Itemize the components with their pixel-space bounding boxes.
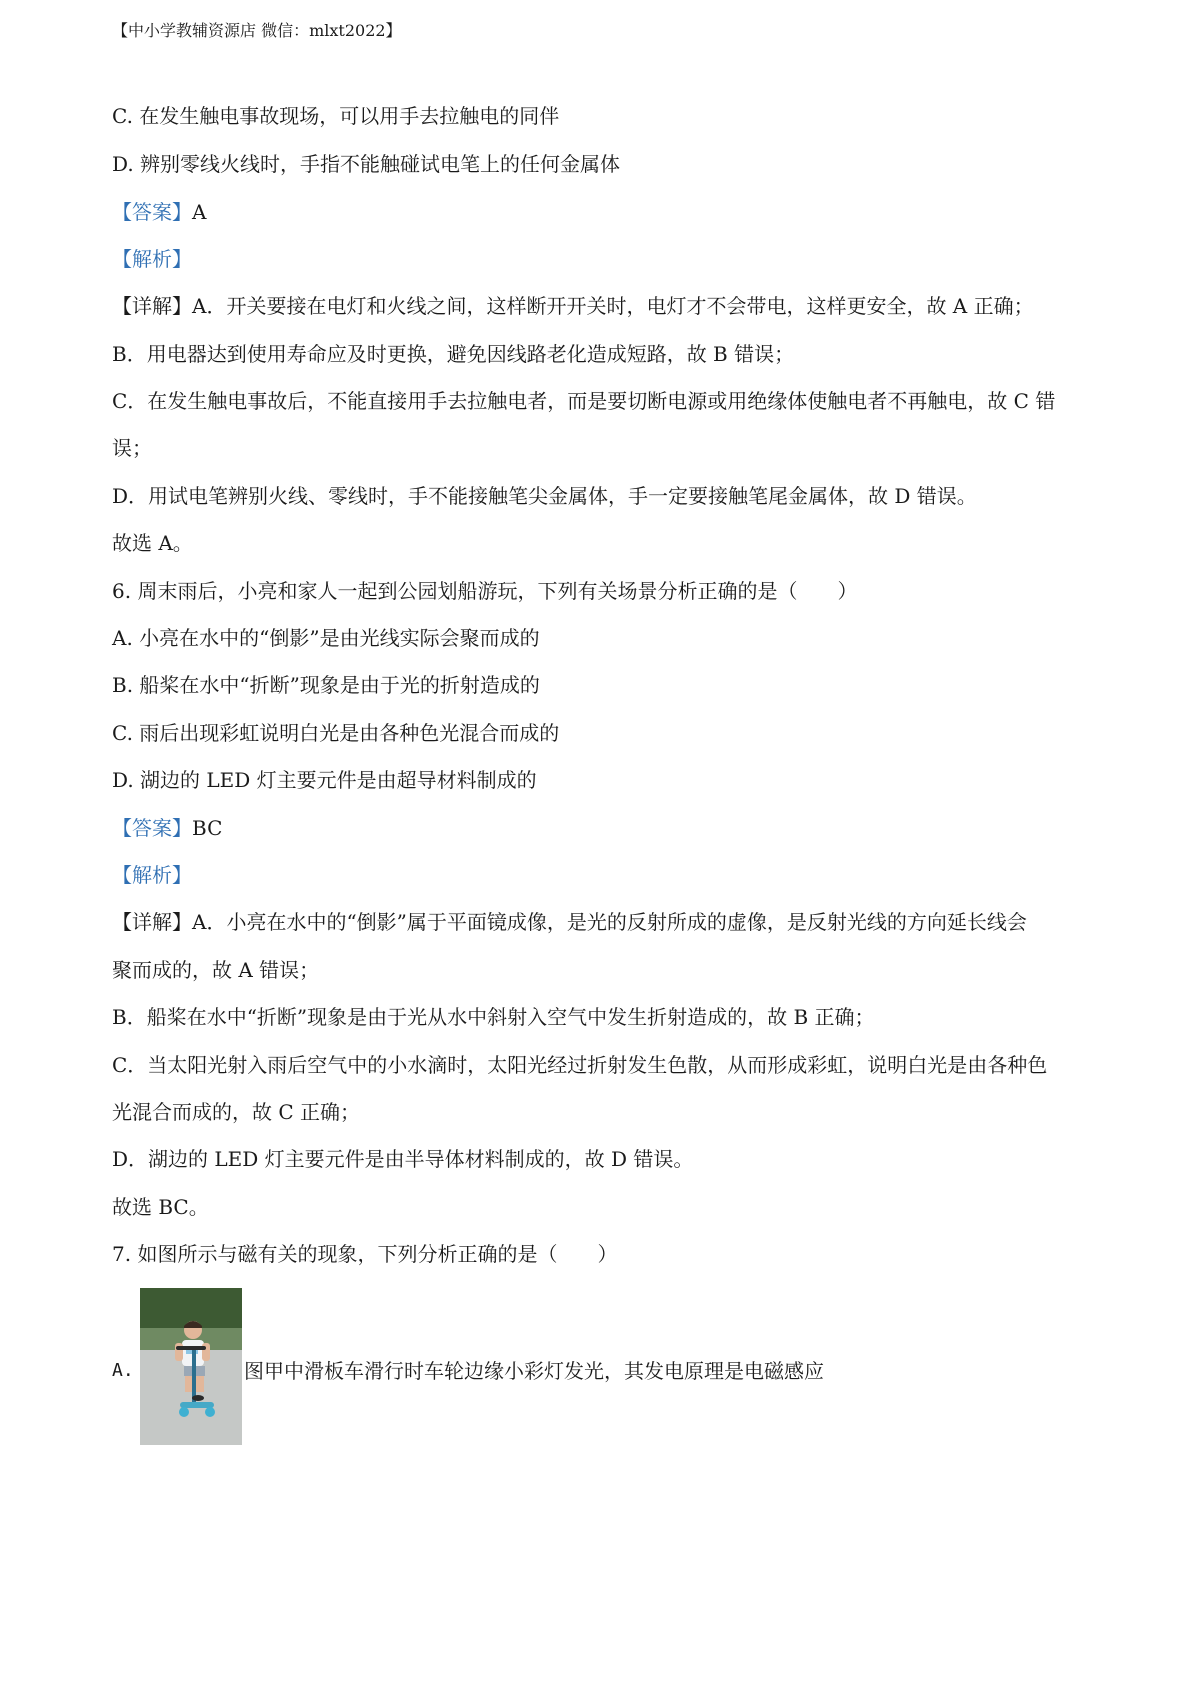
q7-stem: 7. 如图所示与磁有关的现象，下列分析正确的是（ ）	[112, 1242, 618, 1266]
q5-option-c: C. 在发生触电事故现场，可以用手去拉触电的同伴	[112, 104, 560, 128]
q6-option-d: D. 湖边的 LED 灯主要元件是由超导材料制成的	[112, 768, 537, 792]
q6-analysis-tag: 【解析】	[112, 863, 192, 887]
q5-choice: 故选 A。	[112, 531, 193, 555]
page-header: 【中小学教辅资源店 微信：mlxt2022】	[112, 21, 402, 40]
scooter-photo	[140, 1288, 242, 1445]
q6-option-c: C. 雨后出现彩虹说明白光是由各种色光混合而成的	[112, 721, 560, 745]
q6-option-a: A. 小亮在水中的“倒影”是由光线实际会聚而成的	[112, 626, 540, 650]
q5-answer	[112, 199, 206, 225]
q6-stem: 6. 周末雨后，小亮和家人一起到公园划船游玩，下列有关场景分析正确的是（ ）	[112, 579, 858, 603]
q5-analysis-tag: 【解析】	[112, 247, 192, 271]
q5-detail-b: B．用电器达到使用寿命应及时更换，避免因线路老化造成短路，故 B 错误；	[112, 342, 795, 366]
q6-option-b: B. 船桨在水中“折断”现象是由于光的折射造成的	[112, 673, 540, 697]
q6-detail-c: C．当太阳光射入雨后空气中的小水滴时，太阳光经过折射发生色散，从而形成彩虹，说明白光是由各种色	[112, 1053, 1048, 1077]
q6-answer	[112, 815, 222, 841]
q5-option-d: D. 辨别零线火线时，手指不能触碰试电笔上的任何金属体	[112, 152, 621, 176]
q5-detail-a: 【详解】A．开关要接在电灯和火线之间，这样断开开关时，电灯才不会带电，这样更安全，故 A 正确；	[112, 294, 1034, 318]
q6-detail-c-cont: 光混合而成的，故 C 正确；	[112, 1100, 361, 1124]
q6-detail-a-cont: 聚而成的，故 A 错误；	[112, 958, 320, 982]
q7-option-a-text: 图甲中滑板车滑行时车轮边缘小彩灯发光，其发电原理是电磁感应	[244, 1359, 824, 1383]
q6-detail-b: B．船桨在水中“折断”现象是由于光从水中斜射入空气中发生折射造成的，故 B 正确；	[112, 1005, 875, 1029]
answer-value: BC	[192, 816, 223, 840]
q5-detail-d: D．用试电笔辨别火线、零线时，手不能接触笔尖金属体，手一定要接触笔尾金属体，故 D 错误。	[112, 484, 977, 508]
q6-choice: 故选 BC。	[112, 1195, 209, 1219]
child-on-scooter-illustration	[140, 1288, 242, 1445]
answer-tag: 【答案】	[112, 200, 192, 224]
q6-detail-a: 【详解】A．小亮在水中的“倒影”属于平面镜成像，是光的反射所成的虚像，是反射光线的方向延长线会	[112, 910, 1027, 934]
q7-option-a-label: A.	[112, 1360, 134, 1381]
q5-detail-c: C．在发生触电事故后，不能直接用手去拉触电者，而是要切断电源或用绝缘体使触电者不再触电，故 C 错	[112, 389, 1056, 413]
q5-detail-c-cont: 误；	[112, 436, 152, 460]
q6-detail-d: D．湖边的 LED 灯主要元件是由半导体材料制成的，故 D 错误。	[112, 1147, 694, 1171]
answer-tag: 【答案】	[112, 816, 192, 840]
answer-value: A	[192, 200, 207, 224]
